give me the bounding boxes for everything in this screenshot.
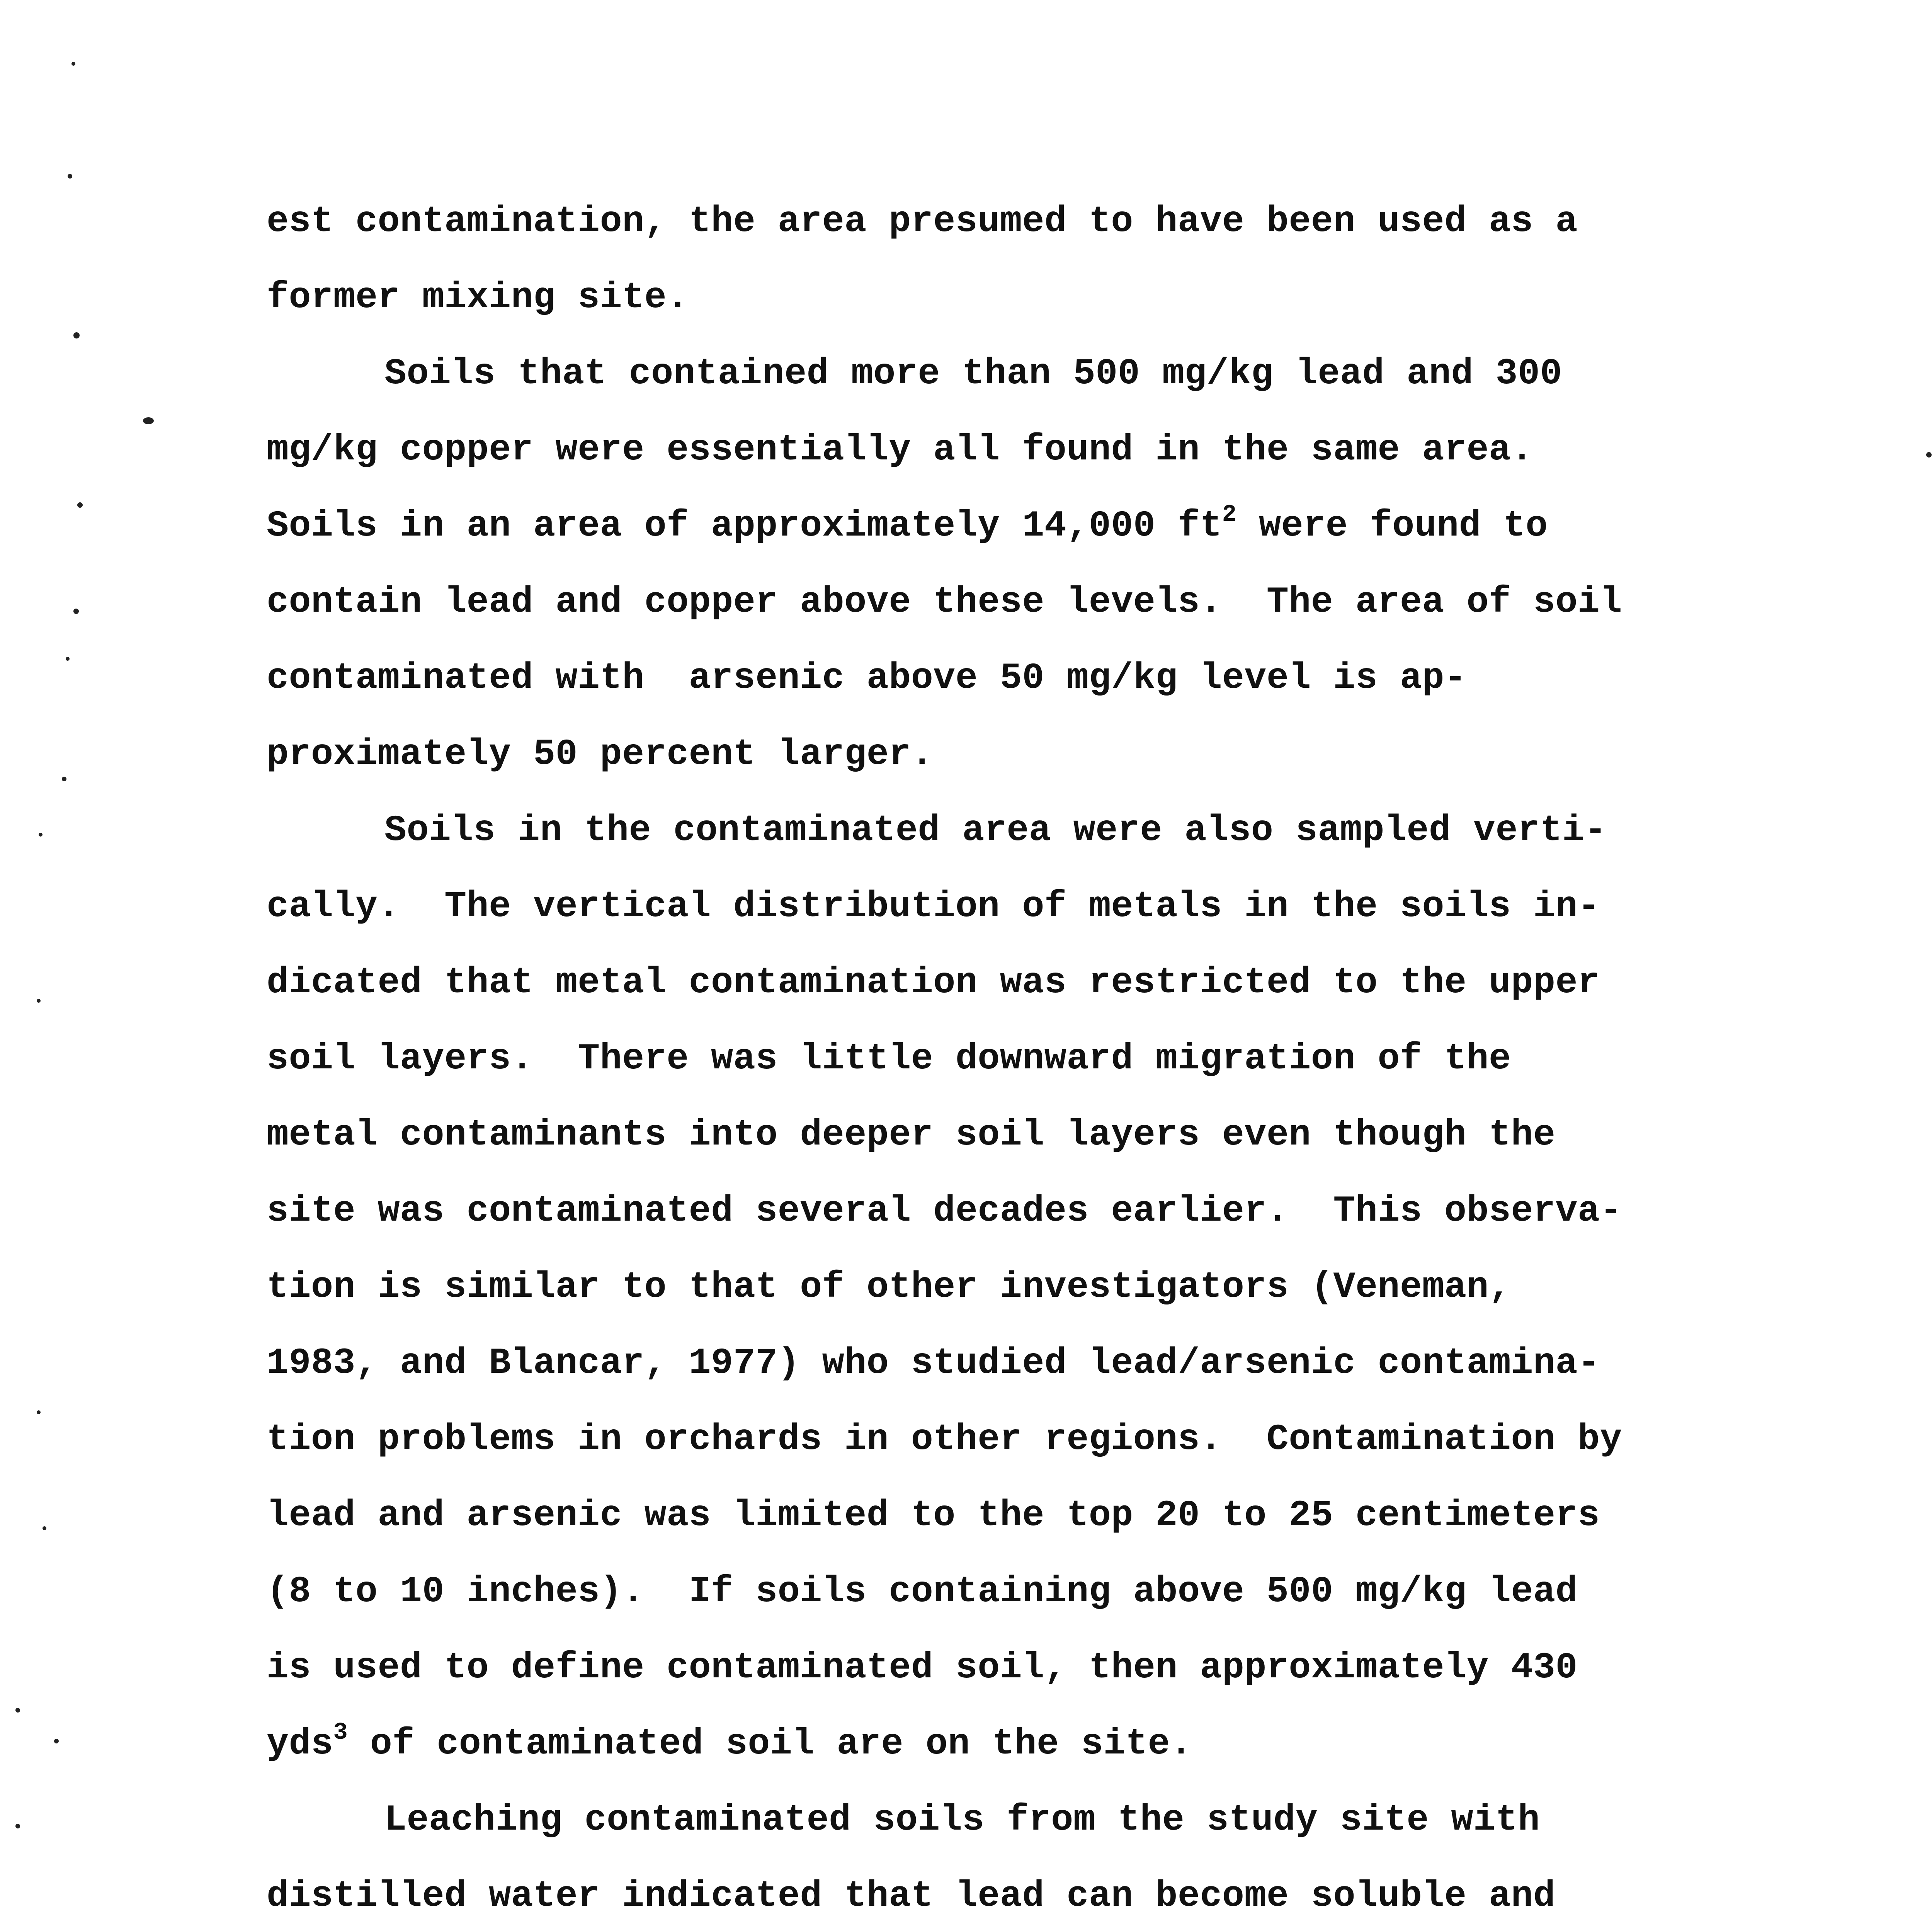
text-line: cally. The vertical distribution of metals in the soils in- <box>267 886 1600 927</box>
text-line: tion is similar to that of other investigators (Veneman, <box>267 1266 1511 1308</box>
scan-speck <box>143 417 154 424</box>
scan-speck <box>73 332 80 338</box>
paragraph-start-line: Soils that contained more than 500 mg/kg lead and 300 <box>384 353 1562 395</box>
scan-speck <box>15 1824 20 1828</box>
text-segment: were found to <box>1236 505 1548 547</box>
scan-speck <box>43 1526 46 1530</box>
text-segment: of contaminated soil are on the site. <box>348 1723 1192 1765</box>
text-line: is used to define contaminated soil, then approximately 430 <box>267 1647 1578 1689</box>
text-line: lead and arsenic was limited to the top 20 to 25 centimeters <box>267 1495 1600 1536</box>
text-line: contaminated with arsenic above 50 mg/kg level is ap- <box>267 657 1467 699</box>
text-line: dicated that metal contamination was restricted to the upper <box>267 962 1600 1003</box>
text-line: 1983, and Blancar, 1977) who studied lead/arsenic contamina- <box>267 1342 1600 1384</box>
scan-speck <box>66 657 70 661</box>
paragraph-start-line: Leaching contaminated soils from the study site with <box>384 1799 1540 1841</box>
superscript: 2 <box>1222 501 1237 528</box>
text-line <box>267 1706 1704 1782</box>
scan-speck <box>77 502 83 508</box>
text-line: contain lead and copper above these levels. The area of soil <box>267 581 1622 623</box>
scan-speck <box>37 999 41 1003</box>
scan-speck <box>62 777 66 781</box>
paragraph-start-line: Soils in the contaminated area were also sampled verti- <box>384 810 1607 851</box>
scan-speck <box>1926 452 1932 457</box>
scan-speck <box>15 1708 20 1713</box>
text-line: site was contaminated several decades earlier. This observa- <box>267 1190 1622 1232</box>
text-line: (8 to 10 inches). If soils containing above 500 mg/kg lead <box>267 1571 1578 1612</box>
superscript: 3 <box>333 1719 348 1746</box>
text-line: soil layers. There was little downward migration of the <box>267 1038 1511 1080</box>
text-line: mg/kg copper were essentially all found in the same area. <box>267 429 1534 471</box>
scan-speck <box>54 1739 59 1743</box>
scan-speck <box>71 62 75 66</box>
body-text <box>267 184 1704 1932</box>
scan-speck <box>39 833 43 837</box>
scan-speck <box>37 1410 41 1414</box>
text-segment: yds <box>267 1723 333 1765</box>
text-line <box>267 488 1704 564</box>
text-line: tion problems in orchards in other regions. Contamination by <box>267 1418 1622 1460</box>
text-line: proximately 50 percent larger. <box>267 733 934 775</box>
text-line: metal contaminants into deeper soil layers even though the <box>267 1114 1556 1156</box>
text-segment: Soils in an area of approximately 14,000 ft <box>267 505 1222 547</box>
scan-speck <box>73 609 79 614</box>
scan-speck <box>68 174 72 179</box>
text-line: distilled water indicated that lead can become soluble and <box>267 1875 1556 1917</box>
text-line: former mixing site. <box>267 277 689 318</box>
text-line: est contamination, the area presumed to have been used as a <box>267 201 1578 242</box>
